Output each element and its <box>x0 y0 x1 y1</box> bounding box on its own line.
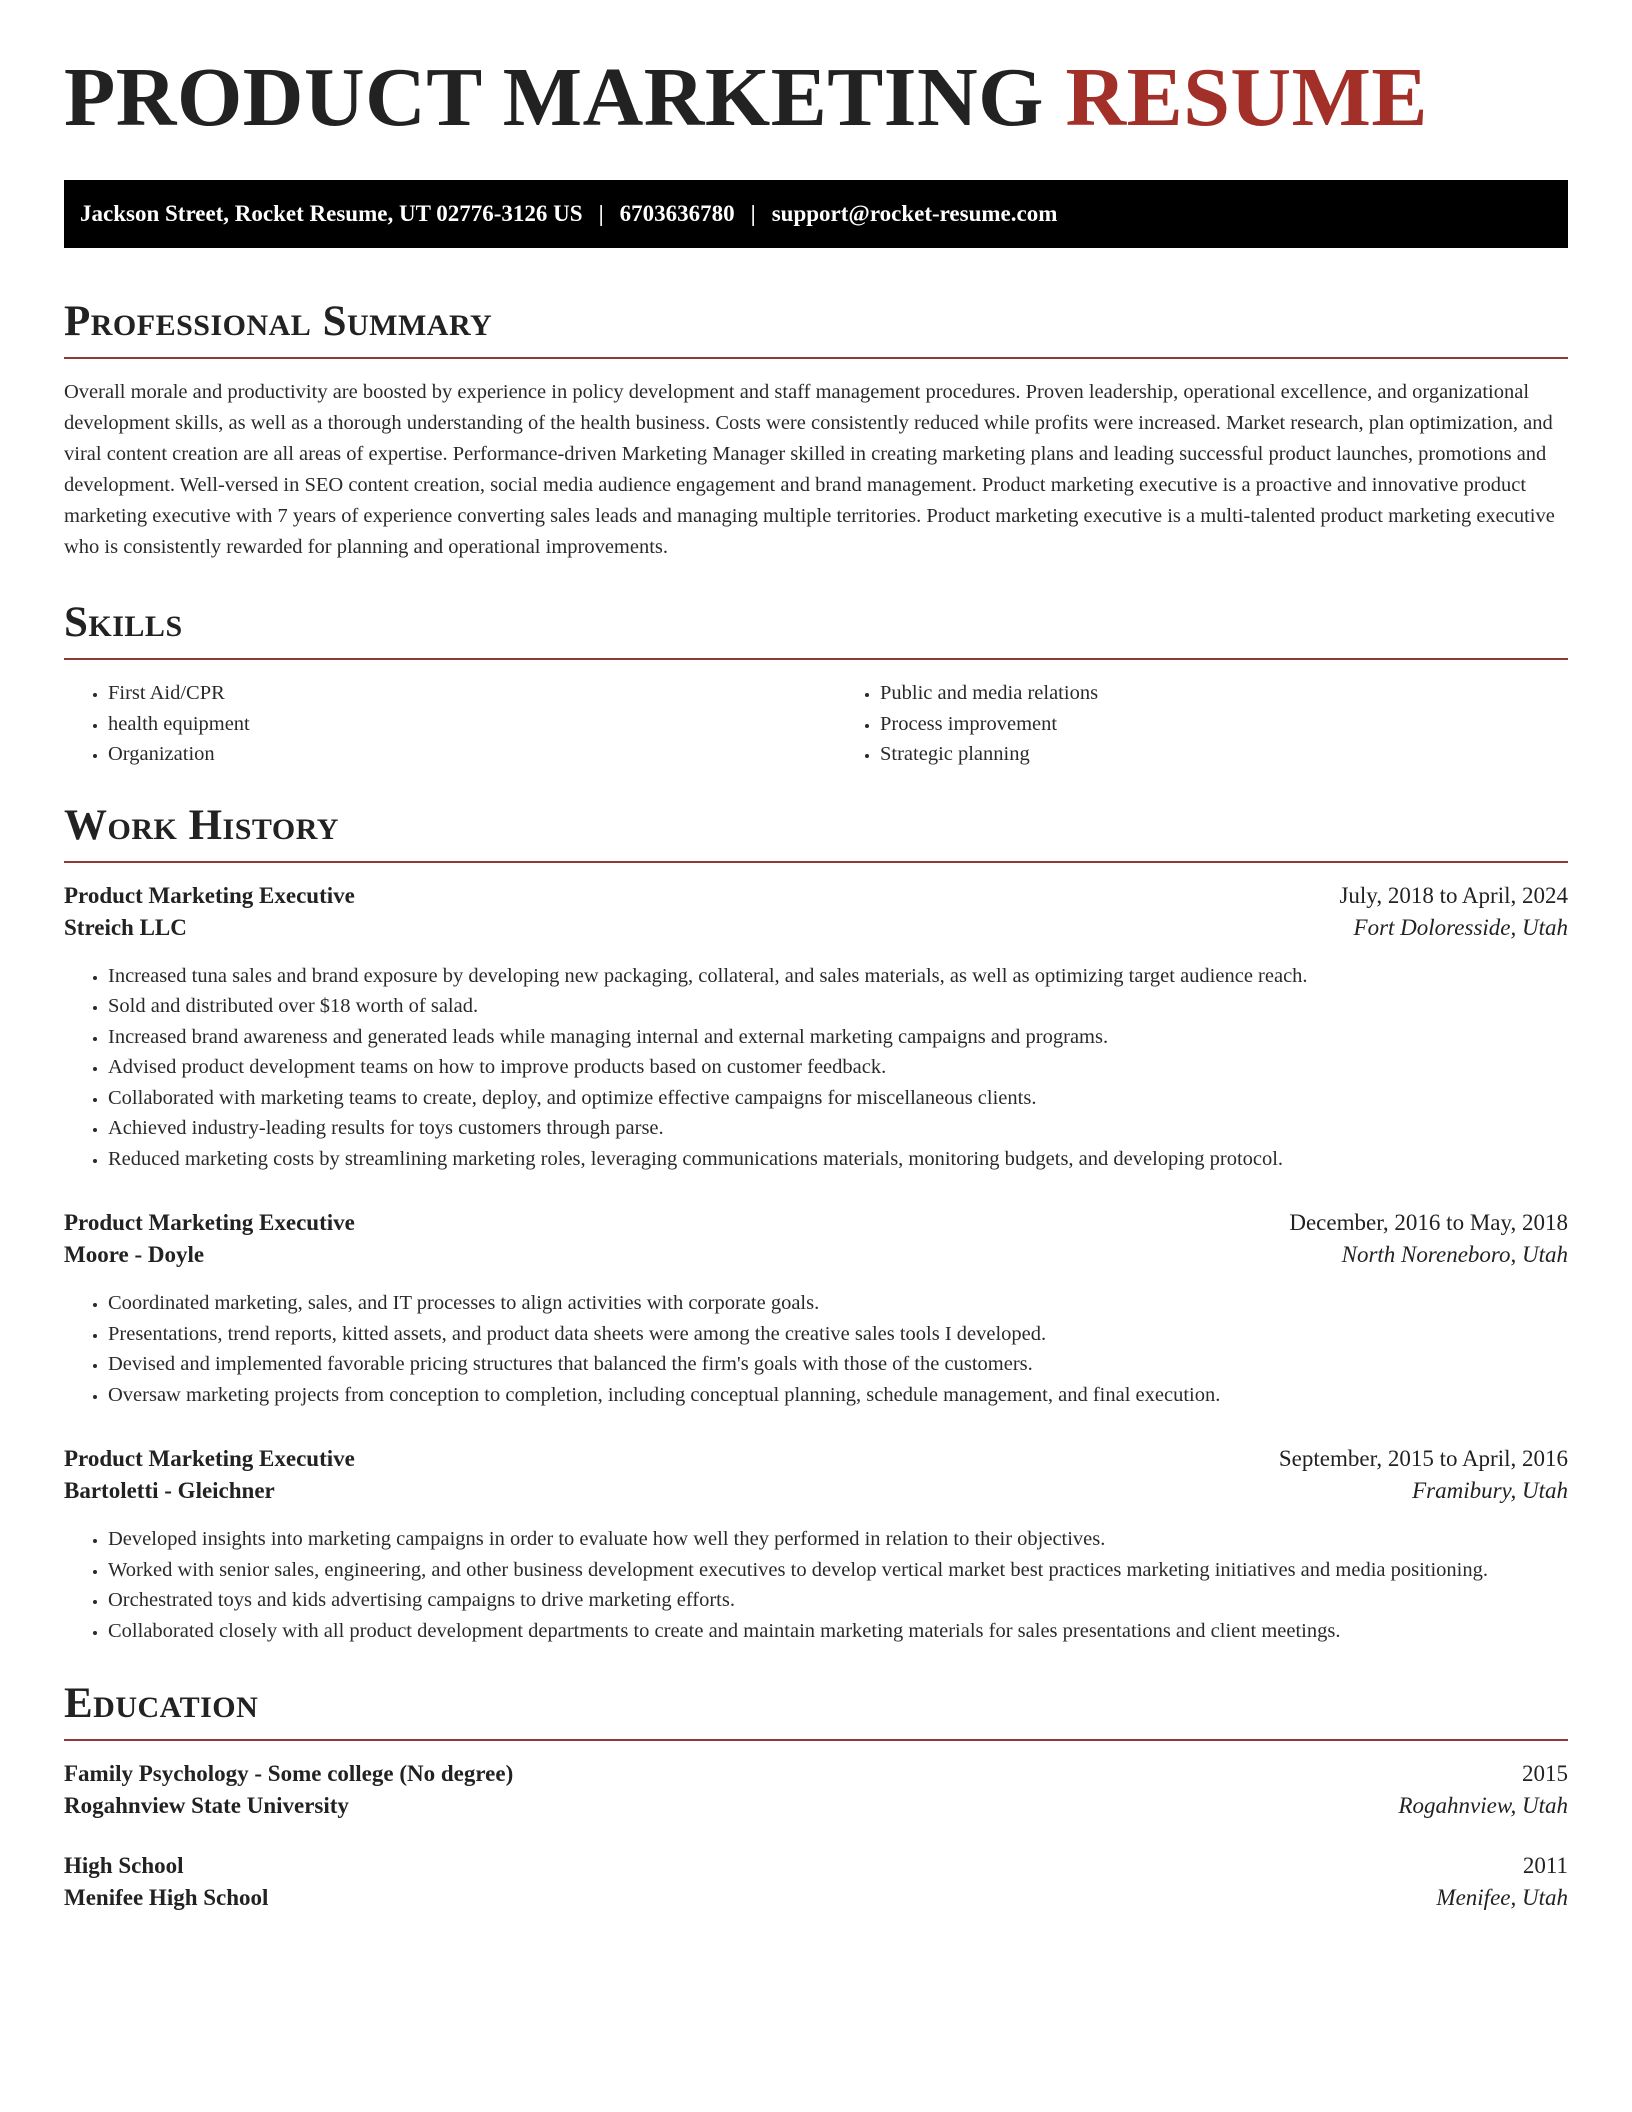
resume-title <box>64 0 1568 144</box>
job-dates: September, 2015 to April, 2016 <box>1278 1446 1568 1471</box>
contact-separator: | <box>750 201 756 226</box>
contact-bar <box>64 180 1568 248</box>
job-company-row <box>64 1478 1568 1504</box>
section-divider <box>64 861 1568 863</box>
job-header-row <box>64 883 1568 909</box>
skills-section <box>64 601 1568 770</box>
job-bullet: • Presentations, trend reports, kitted assets, and product data sheets were among the creative sales tools I developed. <box>108 1319 1568 1350</box>
job-bullet: • Increased brand awareness and generated leads while managing internal and external marketing campaigns and programs. <box>108 1022 1568 1053</box>
job-bullet: • Sold and distributed over $18 worth of salad. <box>108 991 1568 1022</box>
job-company: Bartoletti - Gleichner <box>64 1478 275 1503</box>
skills-grid <box>64 678 1568 770</box>
job-bullets <box>64 1524 1568 1646</box>
job-location: Framibury, Utah <box>1412 1478 1568 1503</box>
section-divider <box>64 658 1568 660</box>
job-company: Streich LLC <box>64 914 187 940</box>
education-header-row <box>64 1853 1568 1879</box>
skill-item: • health equipment <box>108 709 796 740</box>
job-bullet: • Coordinated marketing, sales, and IT processes to align activities with corporate goals. <box>108 1288 1568 1319</box>
job-bullet: • Reduced marketing costs by streamlining marketing roles, leveraging communications materials, monitoring budgets, and developing protocol. <box>108 1144 1568 1175</box>
skills-list-left <box>64 678 796 770</box>
education-school: Menifee High School <box>64 1885 269 1910</box>
job-entry <box>64 1446 1568 1646</box>
skills-list-right <box>836 678 1568 770</box>
education-year: 2011 <box>1522 1853 1568 1878</box>
section-heading: Education <box>64 1680 259 1727</box>
job-entry <box>64 883 1568 1175</box>
job-bullet: • Worked with senior sales, engineering, and other business development executives to develop vertical market best practices marketing initiatives and media positioning. <box>108 1555 1568 1586</box>
job-bullet: • Devised and implemented favorable pricing structures that balanced the firm's goals with those of the customers. <box>108 1349 1568 1380</box>
job-title: Product Marketing Executive <box>64 1210 355 1235</box>
education-section <box>64 1682 1568 1911</box>
job-dates: July, 2018 to April, 2024 <box>1339 882 1568 908</box>
job-bullet: • Collaborated with marketing teams to create, deploy, and optimize effective campaigns for miscellaneous clients. <box>108 1083 1568 1114</box>
contact-email: support@rocket-resume.com <box>771 201 1058 226</box>
job-company: Moore - Doyle <box>64 1242 205 1267</box>
education-location: Rogahnview, Utah <box>1398 1793 1568 1818</box>
skill-item: • Organization <box>108 739 796 770</box>
job-company-row <box>64 1242 1568 1268</box>
title-main: PRODUCT MARKETING <box>64 51 1044 144</box>
job-header-row <box>64 1446 1568 1472</box>
education-entry <box>64 1761 1568 1819</box>
education-degree: High School <box>64 1853 184 1878</box>
contact-separator: | <box>598 201 604 226</box>
job-bullet: • Developed insights into marketing campaigns in order to evaluate how well they performed in relation to their objectives. <box>108 1524 1568 1555</box>
work-history-section <box>64 801 1568 1647</box>
job-bullet: • Oversaw marketing projects from conception to completion, including conceptual planning, schedule management, and final execution. <box>108 1380 1568 1411</box>
job-title: Product Marketing Executive <box>64 882 355 908</box>
job-location: North Noreneboro, Utah <box>1341 1242 1568 1267</box>
job-bullets <box>64 961 1568 1175</box>
job-bullet: • Achieved industry-leading results for toys customers through parse. <box>108 1113 1568 1144</box>
education-school-row <box>64 1885 1568 1911</box>
skill-item: • Public and media relations <box>880 678 1568 709</box>
section-heading: Skills <box>64 599 183 646</box>
contact-address: Jackson Street, Rocket Resume, UT 02776-3126 US <box>80 201 583 226</box>
education-school: Rogahnview State University <box>64 1793 349 1818</box>
education-degree: Family Psychology - Some college (No degree) <box>64 1761 514 1786</box>
summary-text: Overall morale and productivity are boosted by experience in policy development and staff management procedures. Proven leadership, operational excellence, and organizational development skills, as well as a thorough understanding of the health business. Costs were consistently reduced while profits were increased. Market research, plan optimization, and viral content creation are all areas of expertise. Performance-driven Marketing Manager skilled in creating marketing plans and leading successful product launches, promotions and development. Well-versed in SEO content creation, social media audience engagement and brand management. Product marketing executive is a proactive and innovative product marketing executive with 7 years of experience converting sales leads and managing multiple territories. Product marketing executive is a multi-talented product marketing executive who is consistently rewarded for planning and operational improvements. <box>64 381 1555 558</box>
job-entry <box>64 1210 1568 1410</box>
education-year: 2015 <box>1522 1761 1568 1786</box>
job-title: Product Marketing Executive <box>64 1446 355 1471</box>
education-location: Menifee, Utah <box>1436 1885 1568 1910</box>
section-heading: Professional Summary <box>64 298 493 345</box>
section-divider <box>64 1739 1568 1741</box>
job-dates: December, 2016 to May, 2018 <box>1289 1210 1568 1235</box>
skill-item: • First Aid/CPR <box>108 678 796 709</box>
section-divider <box>64 357 1568 359</box>
section-heading: Work History <box>64 801 339 849</box>
job-bullet: • Collaborated closely with all product development departments to create and maintain marketing materials for sales presentations and client meetings. <box>108 1616 1568 1647</box>
education-entry <box>64 1853 1568 1911</box>
summary-section <box>64 300 1568 563</box>
job-location: Fort Doloresside, Utah <box>1353 914 1568 940</box>
job-bullets <box>64 1288 1568 1410</box>
title-accent: RESUME <box>1065 51 1428 144</box>
job-company-row <box>64 915 1568 941</box>
job-header-row <box>64 1210 1568 1236</box>
job-bullet: • Advised product development teams on how to improve products based on customer feedback. <box>108 1052 1568 1083</box>
job-bullet: • Increased tuna sales and brand exposure by developing new packaging, collateral, and sales materials, as well as optimizing target audience reach. <box>108 961 1568 992</box>
education-header-row <box>64 1761 1568 1787</box>
contact-phone: 6703636780 <box>619 201 735 226</box>
education-school-row <box>64 1793 1568 1819</box>
skill-item: • Process improvement <box>880 709 1568 740</box>
skill-item: • Strategic planning <box>880 739 1568 770</box>
job-bullet: • Orchestrated toys and kids advertising campaigns to drive marketing efforts. <box>108 1585 1568 1616</box>
